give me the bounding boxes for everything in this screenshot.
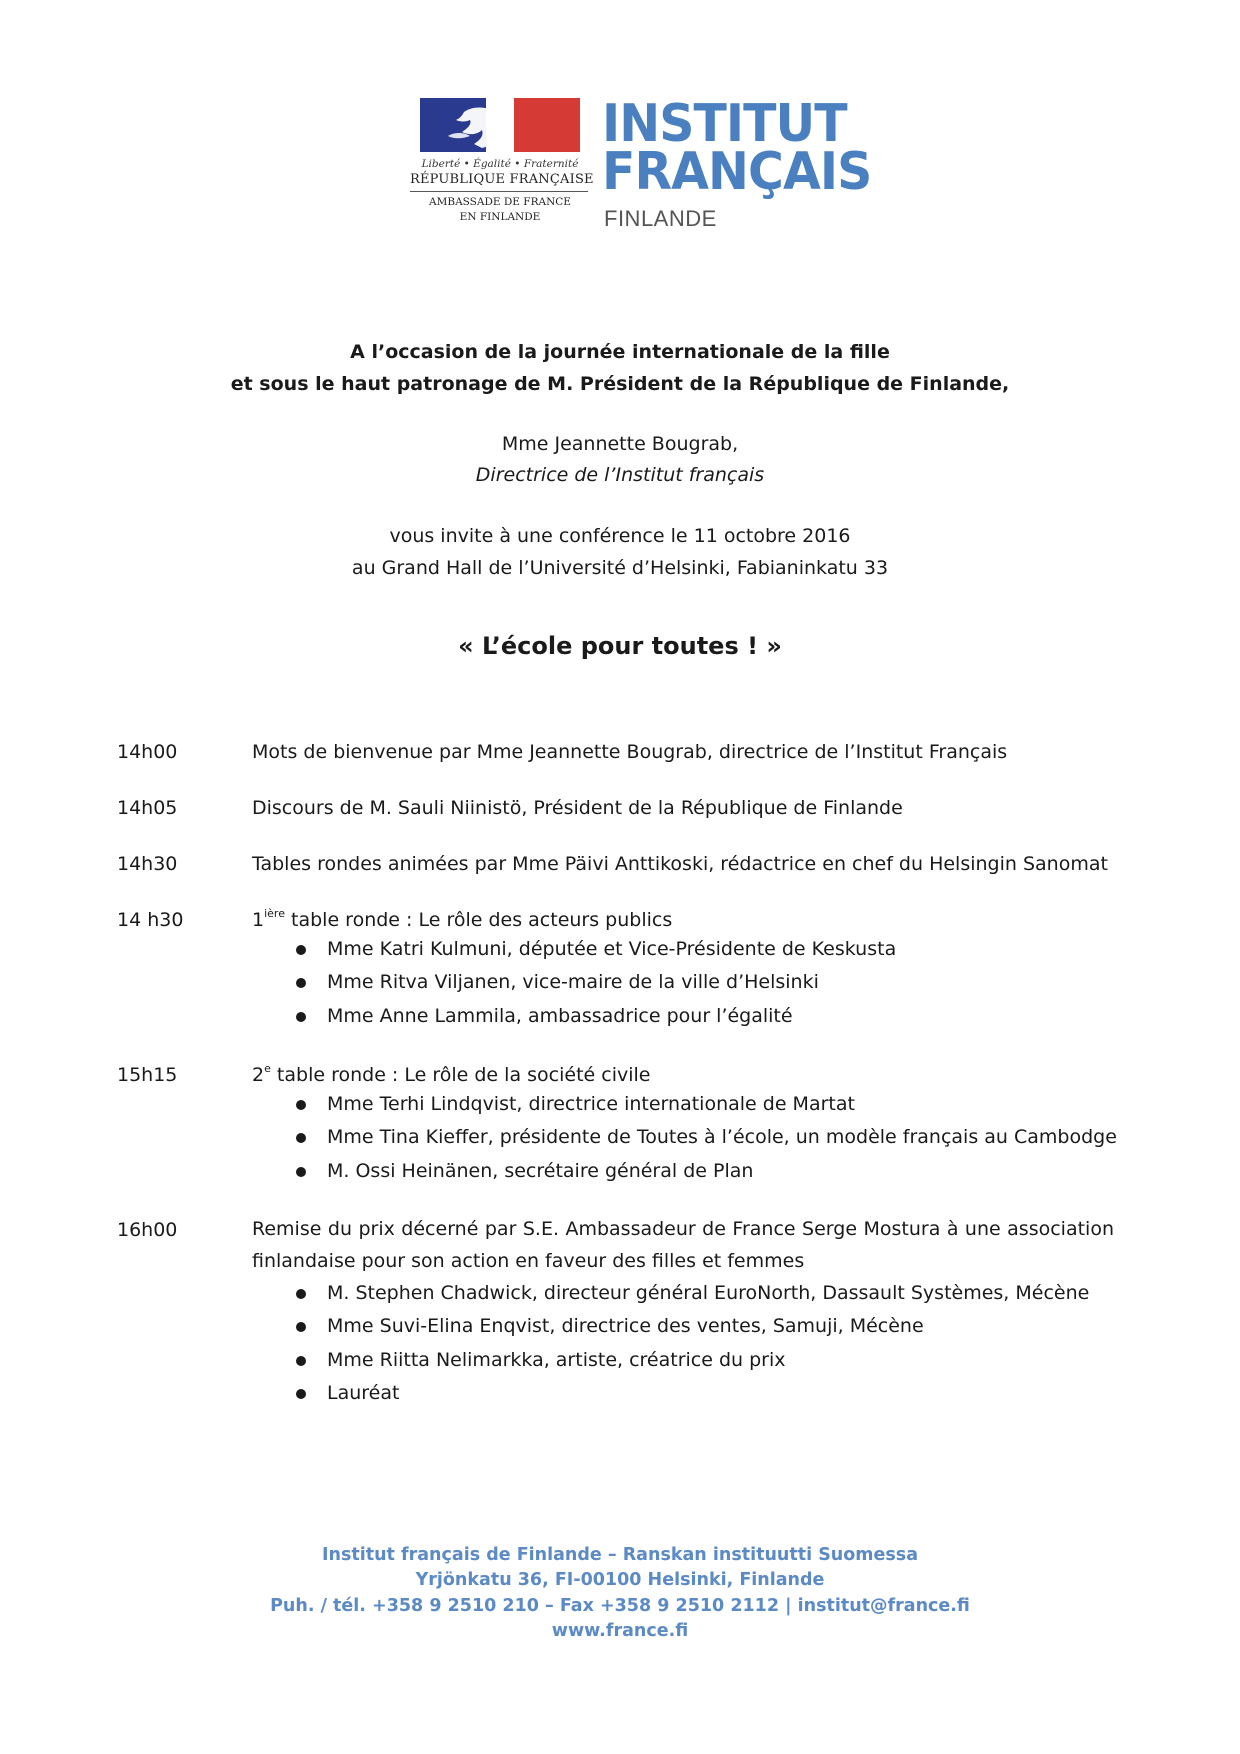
roundtable-2-heading xyxy=(252,1064,650,1086)
invite-line-1: vous invite à une conférence le 11 octobre 2016 xyxy=(389,525,851,547)
roundtable-ordinal-suffix: e xyxy=(264,1062,271,1075)
programme-time: 15h15 xyxy=(117,1064,178,1086)
republique-name: RÉPUBLIQUE FRANÇAISE xyxy=(410,172,594,187)
intro-line-2: et sous le haut patronage de M. Président de la République de Finlande, xyxy=(230,373,1010,395)
list-item: M. Stephen Chadwick, directeur général EuroNorth, Dassault Systèmes, Mécène xyxy=(327,1282,1090,1304)
invite-line-2: au Grand Hall de l’Université d’Helsinki, Fabianinkatu 33 xyxy=(351,557,889,579)
programme-item-text: Discours de M. Sauli Niinistö, Président de la République de Finlande xyxy=(252,797,903,819)
roundtable-1-heading xyxy=(252,909,672,931)
programme-time: 14h00 xyxy=(117,741,178,763)
republique-divider xyxy=(410,191,588,192)
list-item: M. Ossi Heinänen, secrétaire général de Plan xyxy=(327,1160,754,1182)
programme-item-text: Tables rondes animées par Mme Päivi Anttikoski, rédactrice en chef du Helsingin Sanomat xyxy=(252,853,1108,875)
conference-title: « L’école pour toutes ! » xyxy=(458,632,782,660)
republique-motto: Liberté • Égalité • Fraternité xyxy=(421,158,579,170)
programme-item-text: Remise du prix décerné par S.E. Ambassadeur de France Serge Mostura à une association finlandaise pour son action en faveur des filles et femmes xyxy=(252,1218,1114,1272)
programme-time: 14 h30 xyxy=(117,909,184,931)
embassy-line-1: AMBASSADE DE FRANCE xyxy=(429,196,571,208)
programme-item-text: Mots de bienvenue par Mme Jeannette Bougrab, directrice de l’Institut Français xyxy=(252,741,1008,763)
roundtable-heading-text: table ronde : Le rôle des acteurs publics xyxy=(284,909,673,931)
programme-time: 16h00 xyxy=(117,1219,178,1241)
programme-time: 14h05 xyxy=(117,797,178,819)
list-item: Mme Terhi Lindqvist, directrice internationale de Martat xyxy=(327,1093,855,1115)
footer-website: www.france.fi xyxy=(551,1621,689,1641)
bullet-icon xyxy=(296,1133,306,1143)
footer-contact: Puh. / tél. +358 9 2510 210 – Fax +358 9 2510 2112 | institut@france.fi xyxy=(270,1596,970,1616)
bullet-icon xyxy=(296,1012,306,1022)
bullet-icon xyxy=(296,1167,306,1177)
embassy-line-2: EN FINLANDE xyxy=(459,211,541,223)
bullet-icon xyxy=(296,978,306,988)
host-title: Directrice de l’Institut français xyxy=(475,464,765,486)
header-logos xyxy=(0,94,1240,238)
roundtable-ordinal-suffix: ière xyxy=(264,907,285,920)
list-item: Mme Tina Kieffer, présidente de Toutes à l’école, un modèle français au Cambodge xyxy=(327,1126,1117,1148)
institut-francais-logo xyxy=(602,94,872,238)
list-item: Lauréat xyxy=(327,1382,400,1404)
host-name: Mme Jeannette Bougrab, xyxy=(501,433,739,455)
list-item: Mme Ritva Viljanen, vice-maire de la ville d’Helsinki xyxy=(327,971,819,993)
bullet-icon xyxy=(296,1322,306,1332)
roundtable-ordinal: 2 xyxy=(252,1064,265,1086)
institut-logo-word-2: FRANÇAIS xyxy=(602,142,872,202)
bullet-icon xyxy=(296,1100,306,1110)
list-item: Mme Riitta Nelimarkka, artiste, créatrice du prix xyxy=(327,1349,786,1371)
intro-line-1: A l’occasion de la journée internationale de la fille xyxy=(350,341,890,363)
bullet-icon xyxy=(296,945,306,955)
bullet-icon xyxy=(296,1389,306,1399)
bullet-icon xyxy=(296,1356,306,1366)
roundtable-ordinal: 1 xyxy=(252,909,265,931)
list-item: Mme Anne Lammila, ambassadrice pour l’égalité xyxy=(327,1005,793,1027)
programme-time: 14h30 xyxy=(117,853,178,875)
marianne-flag-icon xyxy=(420,98,580,152)
footer-address: Yrjönkatu 36, FI-00100 Helsinki, Finlande xyxy=(415,1570,825,1590)
institut-logo-country: FINLANDE xyxy=(604,206,717,231)
footer-institution: Institut français de Finlande – Ranskan instituutti Suomessa xyxy=(321,1545,919,1565)
list-item: Mme Katri Kulmuni, députée et Vice-Présidente de Keskusta xyxy=(327,938,897,960)
institut-logo-word-1: INSTITUT xyxy=(602,94,847,154)
bullet-icon xyxy=(296,1289,306,1299)
list-item: Mme Suvi-Elina Enqvist, directrice des ventes, Samuji, Mécène xyxy=(327,1315,924,1337)
roundtable-heading-text: table ronde : Le rôle de la société civile xyxy=(270,1064,651,1086)
